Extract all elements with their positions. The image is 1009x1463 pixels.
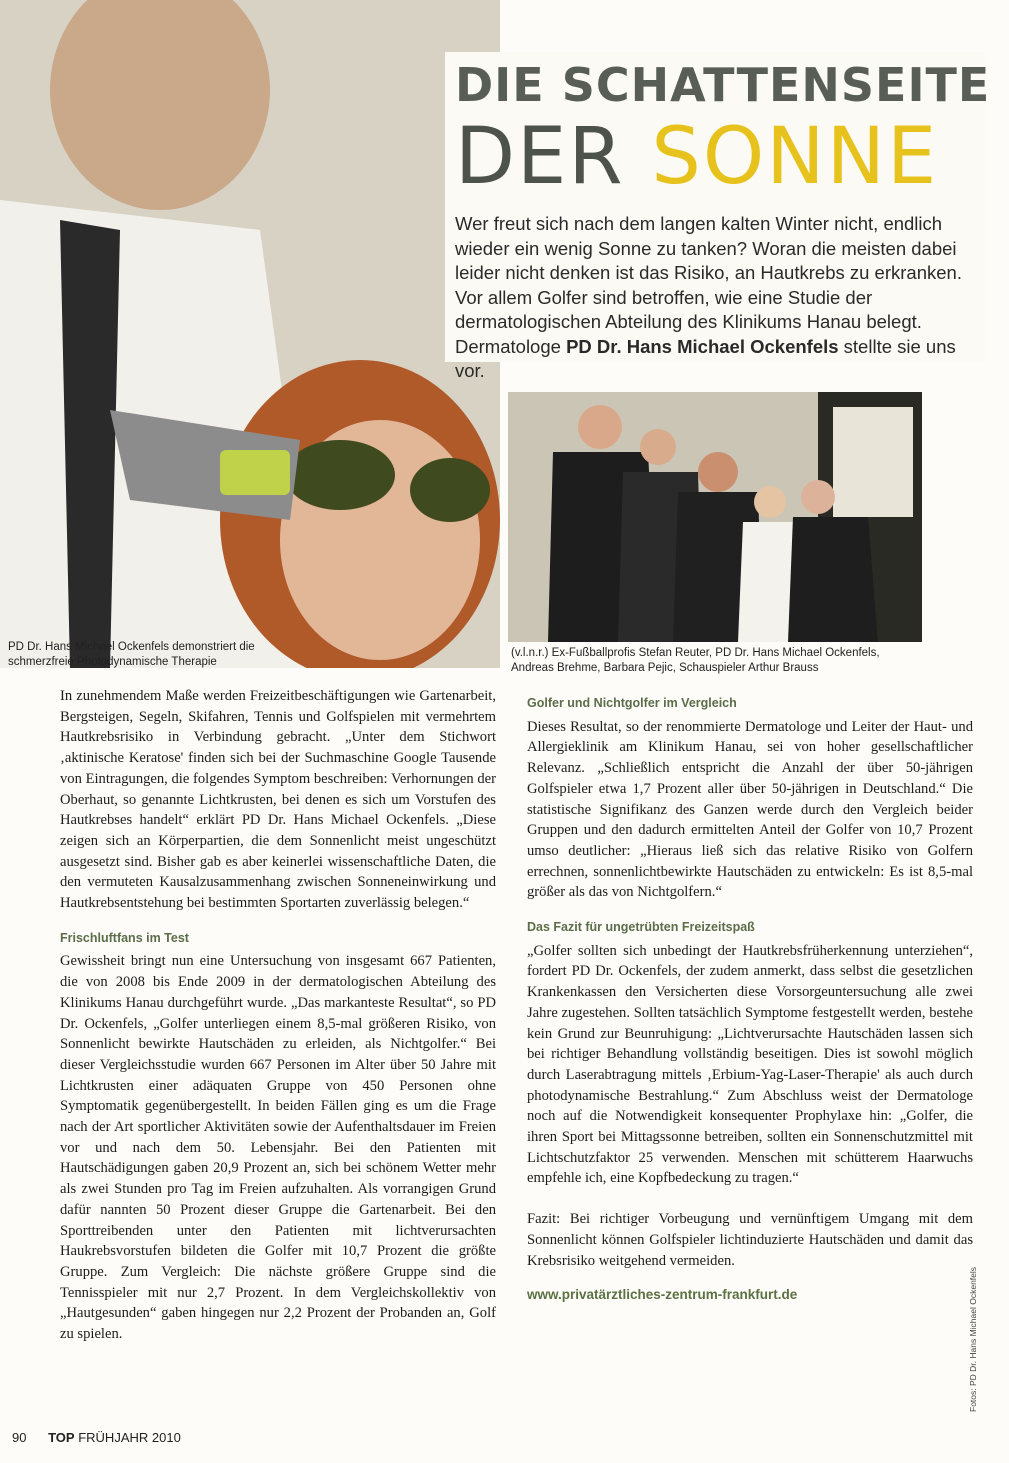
photo-credit: Fotos: PD Dr. Hans Michael Ockenfels: [968, 1266, 978, 1412]
headline-line-2: [455, 112, 938, 202]
headline-sonne: SONNE: [651, 112, 939, 202]
subheading-golfer-vergleich: Golfer und Nichtgolfer im Vergleich: [527, 696, 737, 710]
subheading-fazit: Das Fazit für ungetrübten Freizeitspaß: [527, 920, 755, 935]
main-photo-caption: PD Dr. Hans Michael Ockenfels demonstriert die schmerzfreie Photodynamische Therapie: [8, 641, 255, 668]
intro-text-end: stellte sie uns vor.: [455, 335, 956, 381]
paragraph-spacer: [527, 1189, 973, 1209]
group-photo: [508, 392, 922, 642]
headline-der: DER: [455, 112, 652, 202]
magazine-name: TOP: [48, 1430, 75, 1445]
left-paragraph-1: In zunehmendem Maße werden Freizeitbeschäftigungen wie Gartenarbeit, Bergsteigen, Segeln, Skifahren, Tennis und Golfspielen mit vermehrtem Hautkrebsrisiko in Verbindung gebracht. „Unter dem Stichwort ‚aktinische Keratose' finden sich bei der Suchmaschine Google Tausende von Eintragungen, die folgendes Symptom beschreiben: Verhornungen der Oberhaut, so genannte Lichtkrusten, bei denen es sich um Vorstufen des Hautkrebses handelt“ erklärt PD Dr. Hans Michael Ockenfels. „Diese zeigen sich an Körperpartien, die dem Sonnenlicht meist ungeschützt ausgesetzt sind. Bisher gab es aber keinerlei wissenschaftliche Daten, die den vermuteten Kausalzusammenhang zwischen Sonneneinwirkung und Hautkrebsentstehung bei bestimmten Sportarten zuverlässig belegen.“: [60, 688, 496, 912]
website-link[interactable]: www.privatärztliches-zentrum-frankfurt.de: [527, 1287, 798, 1303]
main-photo: [0, 0, 500, 668]
intro-text: Wer freut sich nach dem langen kalten Winter nicht, endlich wieder ein wenig Sonne zu tanken? Woran die meisten dabei leider nicht denken ist das Risiko, an Hautkrebs zu erkranken. Vor allem Golfer sind betroffen, wie eine Studie der dermatologischen Abteilung des Klinikums Hanau belegt. Dermatologe: [455, 213, 962, 357]
intro-paragraph: [455, 212, 980, 384]
right-paragraph-3: Fazit: Bei richtiger Vorbeugung und vernünftigem Umgang mit dem Sonnenlicht können Golfspieler lichtinduzierte Hautschäden und damit das Krebsrisiko weitgehend vermeiden.: [527, 1211, 973, 1269]
intro-author-name: PD Dr. Hans Michael Ockenfels: [566, 335, 839, 357]
subheading-frischluftfans: Frischluftfans im Test: [60, 930, 189, 945]
left-column: [60, 686, 496, 1345]
page-number: 90: [12, 1430, 27, 1445]
left-paragraph-2: Gewissheit bringt nun eine Untersuchung von insgesamt 667 Patienten, die von 2008 bis Ende 2009 in der dermatologischen Abteilung des Klinikums Hanau durchgeführt wurde. „Das markanteste Resultat“, so PD Dr. Ockenfels, „Golfer unterliegen einem 8,5-mal größeren Risiko, von Sonnenlicht bewirkte Hautschäden zu erleiden, als Nichtgolfer.“ Bei dieser Vergleichsstudie wurden 667 Personen im Alter über 50 Jahre mit Lichtkrusten einer adäquaten Gruppe von 450 Personen ohne Symptomatik gegenübergestellt. In beiden Fällen ging es um die Frage nach der Art sportlicher Aktivitäten sowie der Aufenthaltsdauer im Freien vor und nach dem 50. Lebensjahr. Bei den Patienten mit Hautschädigungen gaben 20,9 Prozent an, sich bei schönem Wetter mehr als zwei Stunden pro Tag im Freien aufzuhalten. Als vorrangigen Grund dafür nannten 50 Prozent dieser Gruppe die Gartenarbeit. Bei den Sporttreibenden unter den Patienten mit lichtverursachten Haukrebsvorstufen bildeten die Golfer mit 10,7 Prozent die größte Gruppe. Zum Vergleich: Die nächste größere Gruppe sind die Tennisspieler mit nur 2,7 Prozent. In dem Vergleichskollektiv von „Hautgesunden“ gaben hingegen nur 2,2 Prozent der Probanden an, Golf zu spielen.: [60, 953, 496, 1343]
issue-label: FRÜHJAHR 2010: [78, 1430, 181, 1445]
right-paragraph-1: Dieses Resultat, so der renommierte Dermatologe und Leiter der Haut- und Allergieklinik am Klinikum Hanau, sei von hoher gesellschaftlicher Relevanz. „Schließlich entspricht die Anzahl der über 50-jährigen Golfspieler etwa 1,7 Prozent aller über 50-jährigen in Deutschland.“ Die statistische Signifikanz des Ganzen werde durch den Vergleich beider Gruppen und den dadurch ermittelten Anteil der Golfer von 10,7 Prozent umso deutlicher: „Hieraus ließ sich das relative Risiko von Golfern errechnen, sonnenlichtbewirkte Hautschäden zu entwickeln: Es ist 8,5-mal größer als das von Nichtgolfern.“: [527, 718, 973, 901]
headline-line-1: DIE SCHATTENSEITE: [455, 58, 991, 112]
right-paragraph-2: „Golfer sollten sich unbedingt der Hautkrebsfrüherkennung unterziehen“, fordert PD Dr. Ockenfels, der zudem anmerkt, dass selbst die gesetzlichen Krankenkassen den Versicherten diese Vorsorgeuntersuchung alle zwei Jahre zugestehen. Sollten tatsächlich Symptome festgestellt werden, bestehe kein Grund zur Beunruhigung: „Lichtverursachte Hautschäden lassen sich bei richtiger Behandlung vollständig beseitigen. Dies ist sowohl möglich durch Laserabtragung mittels ‚Erbium-Yag-Laser-Therapie' als auch durch photodynamische Bestrahlung.“ Zum Abschluss weist der Dermatologe noch auf die Notwendigkeit konsequenter Prophylaxe hin: „Golfer, die ihren Sport bei Mittagssonne betreiben, sollten ein Sonnenschutzmittel mit Lichtschutzfaktor 25 verwenden. Menschen mit schütterem Haarwuchs empfehle ich, eine Kopfbedeckung zu tragen.“: [527, 942, 973, 1187]
right-column: [527, 693, 973, 1306]
group-photo-illustration: [508, 392, 922, 642]
page-footer: [12, 1430, 181, 1445]
main-photo-illustration: [0, 0, 500, 668]
group-photo-caption: (v.l.n.r.) Ex-Fußballprofis Stefan Reuter, PD Dr. Hans Michael Ockenfels, Andreas Brehme, Barbara Pejic, Schauspieler Arthur Brauss: [511, 647, 880, 674]
